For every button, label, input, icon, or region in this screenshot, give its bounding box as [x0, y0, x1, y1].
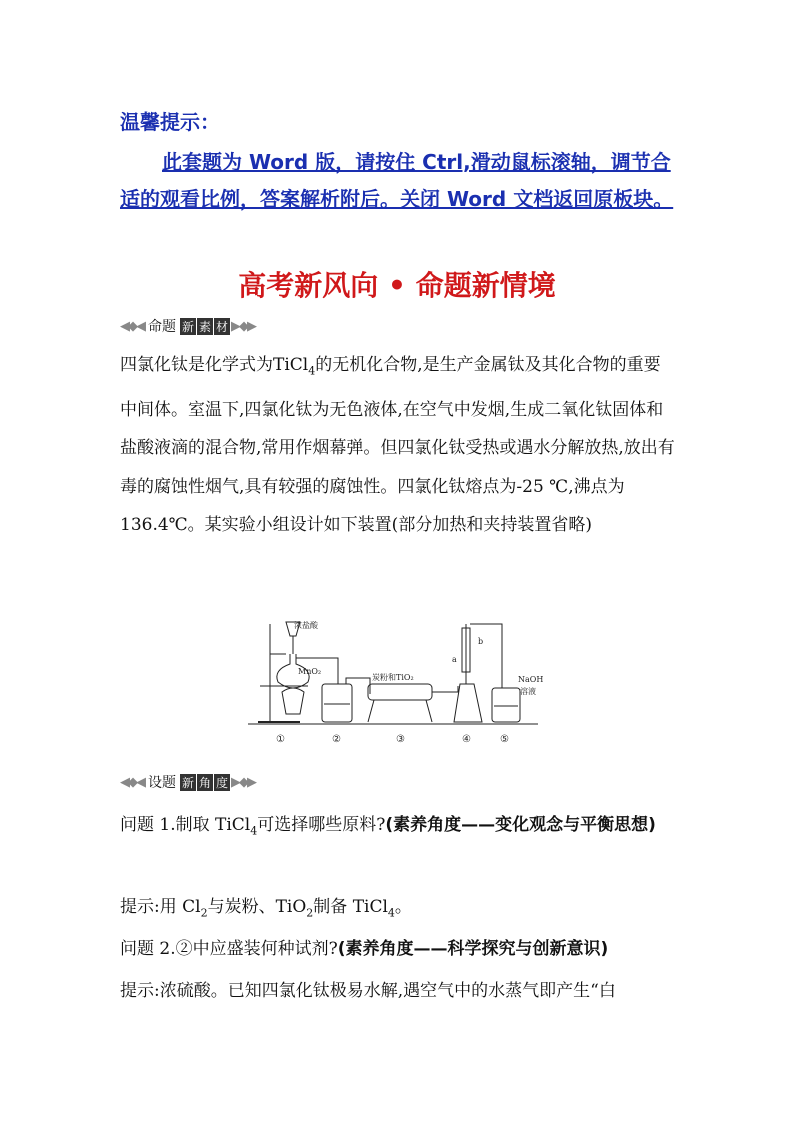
hint-title: 温馨提示：	[120, 110, 220, 134]
ornament-icon: ◀◆◀	[120, 318, 144, 334]
number-5: ⑤	[500, 734, 509, 745]
tag-box: 素	[199, 319, 212, 334]
material-paragraph: 四氯化钛是化学式为TiCl$_4$的无机化合物,是生产金属钛及其化合物的重要中间体。室温下,四氯化钛为无色液体,在空气中发烟,生成二氧化钛固体和盐酸液滴的混合物,常用作烟幕弹。但四氯化钛受热或遇水分解放热,放出有毒的腐蚀性烟气,具有较强的腐蚀性。四氯化钛熔点为-25 ℃,沸点为136.4℃。某实验小组设计如下装置(部分加热和夹持装置省略)	[120, 355, 675, 536]
tag-label: 命题	[148, 319, 176, 335]
mno2-label: MnO₂	[298, 667, 322, 676]
question-1: 问题 1.制取 TiCl$_4$可选择哪些原料?(素养角度——变化观念与平衡思想)	[120, 815, 656, 838]
ornament-icon: ◀◆◀	[120, 774, 144, 790]
naoh-label: NaOH	[518, 675, 544, 684]
apparatus-diagram	[238, 614, 558, 754]
number-2: ②	[332, 734, 341, 745]
page-title: 高考新风向 • 命题新情境	[238, 269, 556, 302]
tag-box: 度	[216, 775, 229, 790]
label-a: a	[452, 655, 457, 664]
hcl-label: 浓盐酸	[294, 621, 318, 630]
solution-label: 溶液	[520, 687, 536, 696]
hint-body: 此套题为 Word 版，请按住 Ctrl,滑动鼠标滚轴，调节合适的观看比例，答案解析附后。关闭 Word 文档返回原板块。	[120, 150, 674, 211]
number-1: ①	[276, 734, 285, 745]
tag-question	[120, 772, 255, 792]
number-3: ③	[396, 734, 405, 745]
carbon-label: 炭粉和TiO₂	[372, 673, 414, 682]
tag-box: 角	[199, 775, 212, 790]
tag-material	[120, 316, 255, 336]
ornament-icon: ▶◆▶	[231, 774, 256, 790]
answer-2: 提示:浓硫酸。已知四氯化钛极易水解,遇空气中的水蒸气即产生“白	[120, 981, 616, 1001]
answer-1: 提示:用 $Cl_2$与炭粉、TiO$_2$制备 TiCl$_4$。	[120, 897, 412, 920]
tag-box: 材	[216, 319, 229, 334]
label-b: b	[478, 637, 484, 646]
tag-box: 新	[182, 319, 195, 334]
tag-box: 新	[182, 775, 195, 790]
tag-label: 设题	[148, 775, 176, 791]
ornament-icon: ▶◆▶	[231, 318, 256, 334]
number-4: ④	[462, 734, 471, 745]
question-2: 问题 2.②中应盛装何种试剂?(素养角度——科学探究与创新意识)	[120, 939, 609, 959]
